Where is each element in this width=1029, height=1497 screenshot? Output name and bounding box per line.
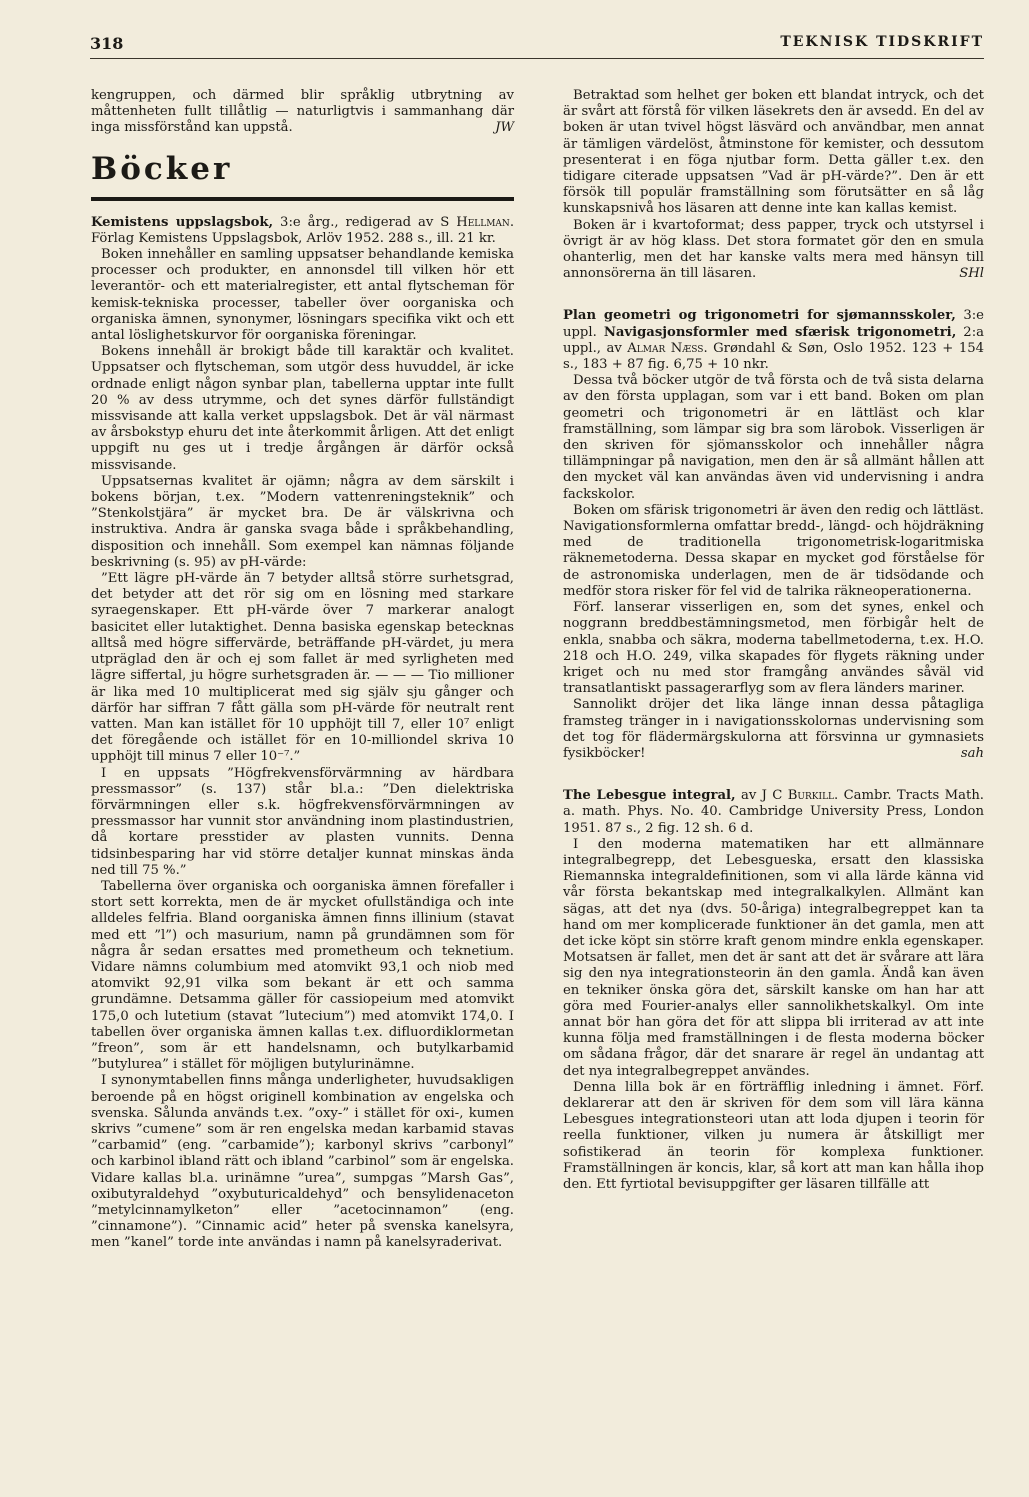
journal-title: TEKNISK TIDSKRIFT: [780, 34, 984, 50]
left-column: [91, 88, 514, 1252]
review2-heading: [563, 308, 984, 373]
review1-signature: SHl: [959, 266, 984, 282]
review3-paragraph: I den moderna matematiken har ett allmännare integralbegrepp, det Lebesgueska, ersatt den klassiska Riemannska integraldefinitionen, som vi alla lärde känna vid vår första bekantskap med integralkalkylen. Allmänt kan sägas, att det nya (dvs. 50-åriga) integralbegreppet kan ta hand om mer komplicerade funktioner än det gamla, men att det icke köpt sin större kraft genom mindre enkla egenskaper. Motsatsen är fallet, men det är sant att det är svårare att lära sig den nya integrationsteorin än den gamla. Ändå kan även en tekniker önska göra det, särskilt kanske om han har att göra med Fourier-analys eller sannolikhetskalkyl. Om inte annat bör han göra det för att slippa bli irriterad av att inte kunna följa med framställningen i de flesta moderna böcker om sådana frågor, där det snarare är regel än undantag att det nya integralbegreppet användes.: [563, 836, 984, 1079]
review1-paragraph: Bokens innehåll är brokigt både till karaktär och kvalitet. Uppsatser och flytscheman, som utgör dess huvuddel, är icke ordnade enligt någon synbar plan, tabellerna upptar inte fullt 20 % av dess utrymme, och det synes därför fullständigt missvisande att kalla verket uppslagsbok. Det är väl närmast av årsbokstyp ehuru det inte återkommit årligen. Att det enligt uppgift nu ges ut i tredje årgången är därför också missvisande.: [91, 344, 514, 473]
review2-final-text: Sannolikt dröjer det lika länge innan dessa påtagliga framsteg tränger in i navigationsskolornas undervisning som det tog för flädermärgskulorna att försvinna ur gymnasiets fysikböcker!: [563, 697, 984, 761]
review1-paragraph: Betraktad som helhet ger boken ett blandat intryck, och det är svårt att förstå för vilken läsekrets den är avsedd. En del av boken är utan tvivel högst läsvärd och användbar, men annat är tämligen värdelöst, åtminstone för kemister, och dessutom presenterat i en föga njutbar form. Detta gäller t.ex. den tidigare citerade uppsatsen ”Vad är pH-värde?”. Den är ett försök till populär framställning som förutsätter en så låg kunskapsnivå hos läsaren att denne inte kan kallas kemist.: [563, 88, 984, 217]
review3-paragraph: Denna lilla bok är en förträfflig inledning i ämnet. Förf. deklarerar att den är skriven för dem som vill lära känna Lebesgues integrationsteori utan att loda djupen i teorin för reella funktioner, vilken ju numera är åtskilligt mer sofistikerad än teorin för komplexa funktioner. Framställningen är koncis, klar, så kort att man kan hålla ihop den. Ett fyrtiotal bevisuppgifter ger läsaren tillfälle att: [563, 1079, 984, 1192]
review1-publisher: . Förlag Kemistens Uppslagsbok, Arlöv 1952. 288 s., ill. 21 kr.: [91, 214, 515, 246]
intro-text: kengruppen, och därmed blir språklig utbrytning av måttenheten fullt tillåtlig — naturligtvis i sammanhang där inga missförstånd kan uppstå.: [91, 88, 514, 136]
review1-paragraph: Tabellerna över organiska och oorganiska ämnen förefaller i stort sett korrekta, men de är mycket ofullständiga och inte alldeles felfria. Bland oorganiska ämnen finns illinium (stavat med ett ”l”) och masurium, namn på grundämnen som för några år sedan ersattes med prometheum och teknetium. Vidare nämns columbium med atomvikt 93,1 och niob med atomvikt 92,91 vilka som bekant är ett och samma grundämne. Detsamma gäller för cassiopeium med atomvikt 175,0 och lutetium (stavat ”lutecium”) med atomvikt 174,0. I tabellen över organiska ämnen kallas t.ex. difluordiklormetan ”freon”, som är ett handelsnamn, och butylkarbamid ”butylurea” i stället för möjligen butylurinämne.: [91, 878, 514, 1073]
review1-meta: 3:e årg., redigerad av S: [273, 214, 457, 230]
review1-paragraph: Boken innehåller en samling uppsatser behandlande kemiska processer och produkter, en annonsdel till vilken hör ett leverantör- och ett materialregister, ett antal flytscheman för kemisk-tekniska processer, tabeller över oorganiska och organiska ämnen, synonymer, lösningars specifika vikt och ett antal löslighetskurvor för oorganiska föreningar.: [91, 247, 514, 344]
review1-quote: ”Ett lägre pH-värde än 7 betyder alltså större surhetsgrad, det betyder att det rör sig om en lösning med starkare syraegenskaper. Ett pH-värde över 7 markerar analogt basicitet eller lutaktighet. Denna basiska egenskap betecknas alltså med högre siffervärde, beträffande pH-värdet, ju mera utpräglad den är och ej som fallet är med syrligheten med lägre siffertal, ju högre surhetsgraden är. — — — Tio millioner är lika med 10 multiplicerat med sig själv sju gånger och därför har siffran 7 fått gälla som pH-värde för neutralt rent vatten. Man kan istället för 10 upphöjt till 7, eller 10⁷ enligt det föregående och istället för en 10-milliondel skriva 10 upphöjt till minus 7 eller 10⁻⁷.”: [91, 571, 514, 765]
review1-author: Hellman: [456, 214, 510, 230]
review1-paragraph: I en uppsats ”Högfrekvensförvärmning av härdbara pressmassor” (s. 137) står bl.a.: ”Den dielektriska förvärmningen eller s.k. högfrekvensförvärmningen av pressmassor har vunnit stor användning inom plastindustrien, då kortare presstider av plasten vunnits. Denna tidsinbesparing har vid större detaljer kunnat minskas ända ned till 75 %.”: [91, 765, 514, 878]
review2-title1: Plan geometri og trigonometri for sjømannsskoler,: [563, 308, 956, 324]
intro-signature: JW: [495, 120, 514, 136]
review3-publisher: . Cambr. Tracts Math. a. math. Phys. No. 40. Cambridge University Press, London 1951. 87 s., 2 fig. 12 sh. 6 d.: [563, 788, 985, 836]
review2-title2: Navigasjonsformler med sfærisk trigonometri,: [603, 324, 957, 340]
review2-paragraph: Boken om sfärisk trigonometri är även den redig och lättläst. Navigationsformlerna omfattar bredd-, längd- och höjdräkning med de traditionella trigonometrisk-logaritmiska räknemetoderna. Dessa skapar en mycket god förståelse för de astronomiska underlagen, men de är tidsödande och medför stora risker för fel vid de talrika räkneoperationerna.: [563, 502, 984, 599]
page-header: [90, 30, 984, 59]
review2-publisher: . Grøndahl & Søn, Oslo 1952. 123 + 154 s., 183 + 87 fig. 6,75 + 10 nkr.: [563, 340, 984, 373]
section-rule: [91, 197, 514, 201]
review1-heading: [91, 215, 514, 247]
review3-heading: [563, 788, 984, 837]
review1-final-paragraph: [563, 218, 984, 283]
right-column: [563, 88, 984, 1193]
review-spacer: [563, 282, 984, 308]
review2-edition2: 2:a uppl., av: [563, 324, 985, 356]
review2-paragraph: Dessa två böcker utgör de två första och de två sista delarna av den första upplagan, som var i ett band. Boken om plan geometri och trigonometri är en lättläst och klar framställning, som lämpar sig bra som lärobok. Visserligen är den skriven för sjömansskolor och innehåller några tillämpningar på navigation, men den är så allmänt hållen att den mycket väl kan användas även vid undervisning i andra fackskolor.: [563, 373, 984, 502]
review1-paragraph: Uppsatsernas kvalitet är ojämn; några av dem särskilt i bokens början, t.ex. ”Modern vattenreningsteknik” och ”Stenkolstjära” är mycket bra. De är välskrivna och instruktiva. Andra är ganska svaga både i språkbehandling, disposition och innehåll. Som exempel kan nämnas följande beskrivning (s. 95) av pH-värde:: [91, 473, 514, 570]
section-title: Böcker: [91, 150, 233, 187]
intro-paragraph: [91, 88, 514, 137]
review3-author: Burkill: [787, 788, 835, 804]
review2-signature: sah: [960, 745, 984, 761]
review2-paragraph: Förf. lanserar visserligen en, som det synes, enkel och noggrann breddbestämningsmetod, men förbigår helt de enkla, snabba och säkra, moderna tabellmetoderna, t.ex. H.O. 218 och H.O. 249, vilka skapades för flygets räkning under kriget och nu med stor framgång användes såväl vid transatlantiskt passagerarflyg som av flera länders mariner.: [563, 600, 984, 697]
review2-edition1: 3:e uppl.: [563, 308, 984, 340]
review2-final-paragraph: [563, 697, 984, 762]
review-spacer: [563, 762, 984, 788]
review2-author: Almar Næss: [627, 340, 704, 356]
review1-title: Kemistens uppslagsbok,: [91, 214, 274, 230]
page-number: 318: [90, 34, 124, 53]
review1-paragraph: I synonymtabellen finns många underligheter, huvudsakligen beroende på en högst originell kombination av engelska och svenska. Sålunda används t.ex. ”oxy-” i stället för oxi-, kumen skrivs ”cumene” som är ren engelska medan karbamid stavas ”carbamid” (eng. ”carbamide”); karbonyl skrivs ”carbonyl” och karbinol ibland rätt och ibland ”carbinol” som är engelska. Vidare kallas bl.a. urinämne ”urea”, sumpgas ”Marsh Gas”, oxibutyraldehyd ”oxybuturicaldehyd” och bensylidenaceton ”metylcinnamylketon” eller ”acetocinnamon” (eng. ”cinnamone”). ”Cinnamic acid” heter på svenska kanelsyra, men ”kanel” torde inte användas i namn på kanelsyraderivat.: [91, 1073, 514, 1251]
review3-meta: av J C: [735, 788, 788, 804]
review3-title: The Lebesgue integral,: [563, 788, 736, 804]
review1-final-text: Boken är i kvartoformat; dess papper, tryck och utstyrsel i övrigt är av hög klass. Det stora formatet gör den en smula ohanterlig, men det har kanske valts mera med hänsyn till annonsörerna än till läsaren.: [563, 217, 984, 282]
